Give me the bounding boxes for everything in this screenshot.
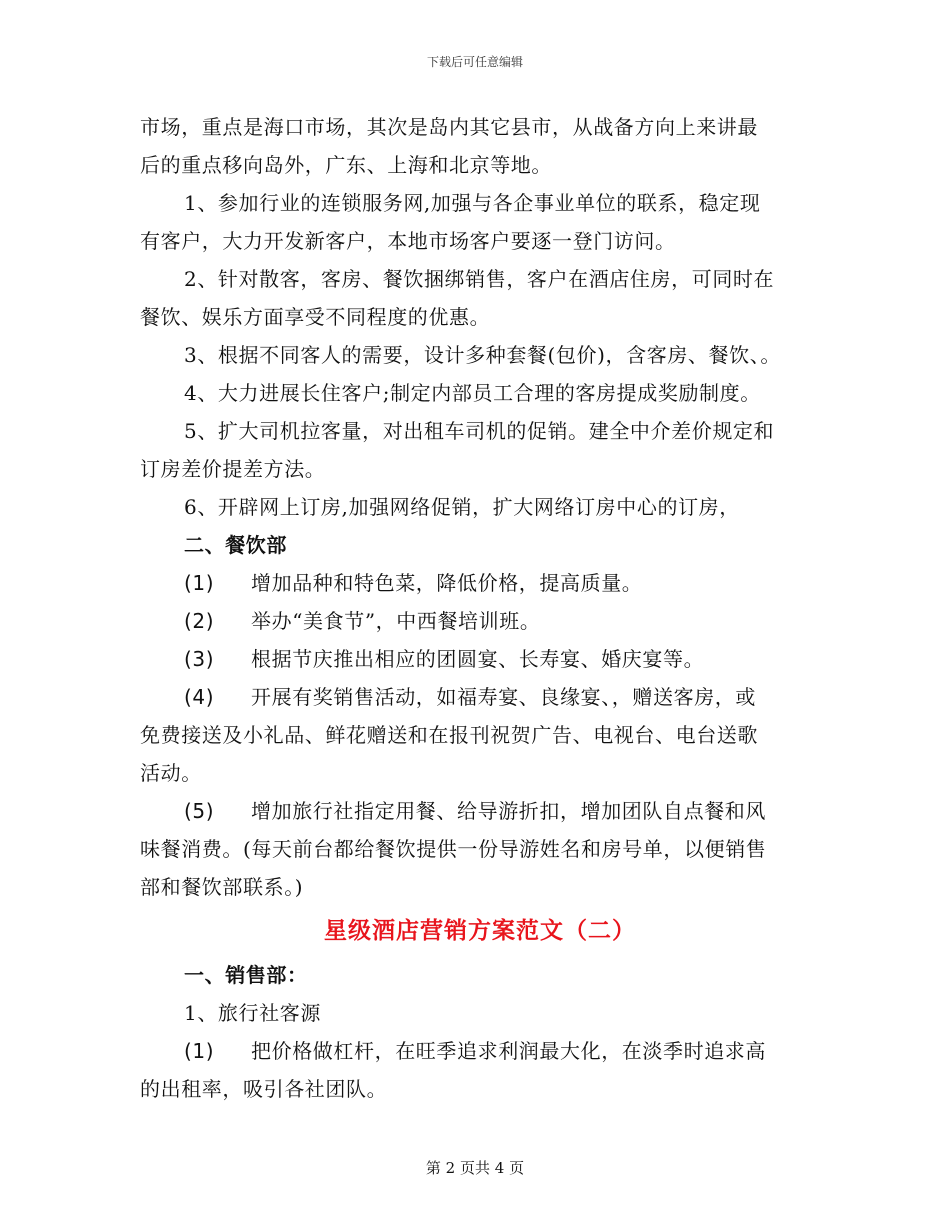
item-text: 举办“美食节”，中西餐培训班。 xyxy=(251,609,541,633)
item-text: 根据节庆推出相应的团圆宴、长寿宴、婚庆宴等。 xyxy=(251,647,705,671)
item-number: (2) xyxy=(184,609,215,633)
paragraph-line: 部和餐饮部联系。) xyxy=(140,875,304,899)
numbered-item xyxy=(140,792,820,830)
paragraph-line: 后的重点移向岛外，广东、上海和北京等地。 xyxy=(140,153,552,177)
item-number: (5) xyxy=(184,799,215,823)
page-header: 下载后可任意编辑 xyxy=(426,55,523,69)
list-item-6: 6、开辟网上订房,加强网络促销，扩大网络订房中心的订房， xyxy=(184,495,740,519)
item-text: 开展有奖销售活动，如福寿宴、良缘宴、，赠送客房，或 xyxy=(251,685,756,709)
numbered-item xyxy=(140,678,820,716)
document-body xyxy=(140,108,820,1108)
item-number: (1) xyxy=(184,1039,215,1063)
item-number: (3) xyxy=(184,647,215,671)
page-footer: 第 2 页共 4 页 xyxy=(425,1159,525,1177)
list-item-5: 5、扩大司机拉客量，对出租车司机的促销。建全中介差价规定和 xyxy=(184,419,775,443)
numbered-item xyxy=(140,1032,820,1070)
paragraph-line: 有客户，大力开发新客户，本地市场客户要逐一登门访问。 xyxy=(140,229,676,253)
paragraph-line: 活动。 xyxy=(140,761,202,785)
list-item-2: 2、针对散客，客房、餐饮捆绑销售，客户在酒店住房，可同时在 xyxy=(184,267,775,291)
paragraph-line: 市场，重点是海口市场，其次是岛内其它县市，从战备方向上来讲最 xyxy=(140,115,758,139)
item-number: (1) xyxy=(184,571,215,595)
subsection-heading: 1、旅行社客源 xyxy=(184,1001,321,1025)
section-heading-sales: 一、销售部： xyxy=(184,963,308,987)
numbered-item xyxy=(140,640,820,678)
list-item-4: 4、大力进展长住客户;制定内部员工合理的客房提成奖励制度。 xyxy=(184,381,761,405)
document-title: 星级酒店营销方案范文（二） xyxy=(324,917,636,944)
paragraph-line: 免费接送及小礼品、鲜花赠送和在报刊祝贺广告、电视台、电台送歌 xyxy=(140,723,758,747)
item-text: 增加品种和特色菜，降低价格，提高质量。 xyxy=(251,571,643,595)
paragraph-line: 的出租率，吸引各社团队。 xyxy=(140,1077,388,1101)
item-number: (4) xyxy=(184,685,215,709)
paragraph-line: 订房差价提差方法。 xyxy=(140,457,326,481)
list-item-1: 1、参加行业的连锁服务网,加强与各企事业单位的联系，稳定现 xyxy=(184,191,761,215)
item-text: 增加旅行社指定用餐、给导游折扣，增加团队自点餐和风 xyxy=(251,799,766,823)
item-text: 把价格做杠杆，在旺季追求利润最大化，在淡季时追求高 xyxy=(251,1039,766,1063)
section-heading-catering: 二、餐饮部 xyxy=(184,533,287,557)
numbered-item xyxy=(140,564,820,602)
paragraph-line: 餐饮、娱乐方面享受不同程度的优惠。 xyxy=(140,305,491,329)
list-item-3: 3、根据不同客人的需要，设计多种套餐(包价)，含客房、餐饮、。 xyxy=(184,343,781,367)
paragraph-line: 味餐消费。(每天前台都给餐饮提供一份导游姓名和房号单，以便销售 xyxy=(140,837,767,861)
numbered-item xyxy=(140,602,820,640)
